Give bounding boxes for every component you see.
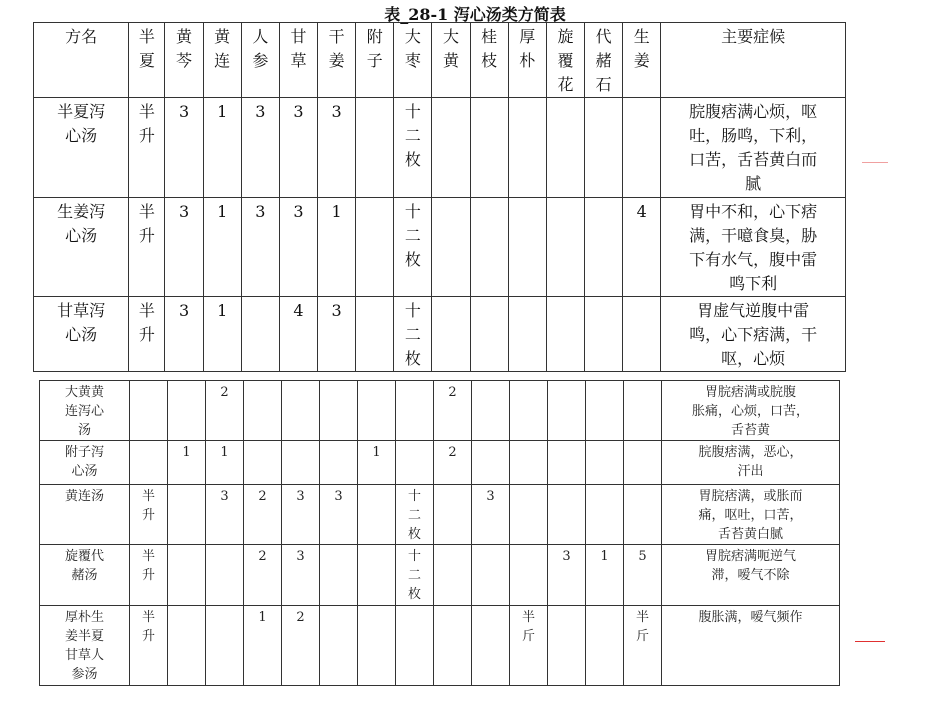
dose-cell: 2 [434, 441, 472, 485]
formula-name-cell: 甘草泻 心汤 [34, 297, 129, 372]
dose-cell [472, 381, 510, 441]
formula-table-bottom [39, 380, 840, 686]
dose-cell [508, 297, 546, 372]
header-herb-11: 厚 朴 [508, 23, 546, 98]
dose-cell [358, 381, 396, 441]
dose-cell [586, 485, 624, 545]
dose-cell [586, 381, 624, 441]
dose-cell: 3 [206, 485, 244, 545]
dose-cell [356, 98, 394, 198]
header-herb-2: 黄 芩 [165, 23, 203, 98]
table-row [34, 98, 846, 198]
dose-cell: 1 [206, 441, 244, 485]
dose-cell [396, 441, 434, 485]
dose-cell [548, 381, 586, 441]
dose-cell [548, 441, 586, 485]
dose-cell: 十 二 枚 [394, 297, 432, 372]
symptoms-cell: 胃脘痞满呃逆气 滞，嗳气不除 [662, 545, 840, 606]
dose-cell: 3 [165, 297, 203, 372]
dose-cell: 3 [318, 297, 356, 372]
header-herb-9: 大 黄 [432, 23, 470, 98]
dose-cell [356, 297, 394, 372]
dose-cell: 十 二 枚 [396, 545, 434, 606]
dose-cell [585, 297, 623, 372]
dose-cell [623, 297, 661, 372]
formula-name-cell: 半夏泻 心汤 [34, 98, 129, 198]
dose-cell [358, 485, 396, 545]
dose-cell: 2 [244, 485, 282, 545]
dose-cell: 5 [624, 545, 662, 606]
dose-cell [546, 98, 584, 198]
dose-cell: 1 [244, 606, 282, 686]
symptoms-cell: 胃脘痞满，或胀而 痛，呕吐，口苦， 舌苔黄白腻 [662, 485, 840, 545]
dose-cell [510, 441, 548, 485]
dose-cell [241, 297, 279, 372]
dose-cell [358, 606, 396, 686]
formula-name-cell: 黄连汤 [40, 485, 130, 545]
dose-cell [472, 545, 510, 606]
header-symptoms-cell: 主要症候 [661, 23, 846, 98]
table-row [34, 297, 846, 372]
dose-cell [356, 198, 394, 297]
dose-cell [282, 381, 320, 441]
dose-cell [432, 198, 470, 297]
dose-cell [130, 381, 168, 441]
table-row [40, 545, 840, 606]
dose-cell: 半 升 [129, 198, 165, 297]
symptoms-cell: 脘腹痞满，恶心， 汗出 [662, 441, 840, 485]
dose-cell [510, 545, 548, 606]
dose-cell: 3 [279, 198, 317, 297]
dose-cell [508, 198, 546, 297]
dose-cell: 1 [203, 297, 241, 372]
dose-cell: 十 二 枚 [394, 98, 432, 198]
dose-cell [358, 545, 396, 606]
dose-cell [470, 198, 508, 297]
dose-cell: 1 [203, 98, 241, 198]
dose-cell [548, 485, 586, 545]
header-herb-12: 旋 覆 花 [546, 23, 584, 98]
formula-name-cell: 大黄黄 连泻心 汤 [40, 381, 130, 441]
dose-cell [320, 606, 358, 686]
table-title: 表_28-1 泻心汤类方简表 [384, 5, 566, 24]
header-name-cell: 方名 [34, 23, 129, 98]
dose-cell [434, 545, 472, 606]
dose-cell [624, 381, 662, 441]
dose-cell: 4 [623, 198, 661, 297]
dose-cell: 半 升 [130, 485, 168, 545]
header-herb-10: 桂 枝 [470, 23, 508, 98]
dose-cell [206, 606, 244, 686]
dose-cell: 3 [282, 485, 320, 545]
table-row [40, 381, 840, 441]
dose-cell [168, 606, 206, 686]
dose-cell [168, 381, 206, 441]
dose-cell: 3 [282, 545, 320, 606]
dose-cell [434, 606, 472, 686]
header-herb-1: 半 夏 [129, 23, 165, 98]
dose-cell [130, 441, 168, 485]
dose-cell: 半 斤 [624, 606, 662, 686]
dose-cell [432, 297, 470, 372]
dose-cell [586, 441, 624, 485]
dose-cell: 1 [586, 545, 624, 606]
dose-cell [548, 606, 586, 686]
dose-cell [472, 606, 510, 686]
dose-cell [244, 441, 282, 485]
dose-cell [320, 441, 358, 485]
symptoms-cell: 胃脘痞满或脘腹 胀痛，心烦，口苦， 舌苔黄 [662, 381, 840, 441]
dose-cell [546, 297, 584, 372]
dose-cell [396, 606, 434, 686]
symptoms-cell: 胃虚气逆腹中雷 鸣，心下痞满，干 呕，心烦 [661, 297, 846, 372]
dose-cell: 半 升 [130, 545, 168, 606]
dose-cell [320, 381, 358, 441]
dose-cell [510, 381, 548, 441]
dose-cell: 1 [203, 198, 241, 297]
formula-name-cell: 旋覆代 赭汤 [40, 545, 130, 606]
table-row [40, 485, 840, 545]
dose-cell: 半 升 [129, 98, 165, 198]
dose-cell [624, 485, 662, 545]
margin-marker-1 [862, 162, 888, 163]
dose-cell: 3 [241, 98, 279, 198]
header-herb-14: 生 姜 [623, 23, 661, 98]
table-row [40, 606, 840, 686]
dose-cell: 3 [241, 198, 279, 297]
formula-name-cell: 附子泻 心汤 [40, 441, 130, 485]
header-herb-7: 附 子 [356, 23, 394, 98]
dose-cell [585, 98, 623, 198]
dose-cell [470, 98, 508, 198]
symptoms-cell: 腹胀满，嗳气频作 [662, 606, 840, 686]
dose-cell: 2 [244, 545, 282, 606]
dose-cell: 1 [318, 198, 356, 297]
dose-cell [320, 545, 358, 606]
dose-cell [472, 441, 510, 485]
dose-cell [624, 441, 662, 485]
dose-cell [434, 485, 472, 545]
dose-cell [470, 297, 508, 372]
header-herb-6: 干 姜 [318, 23, 356, 98]
table-row [34, 198, 846, 297]
dose-cell: 4 [279, 297, 317, 372]
dose-cell: 1 [358, 441, 396, 485]
dose-cell: 半 升 [129, 297, 165, 372]
header-herb-5: 甘 草 [279, 23, 317, 98]
symptoms-cell: 胃中不和，心下痞 满，干噫食臭，胁 下有水气，腹中雷 鸣下利 [661, 198, 846, 297]
header-herb-3: 黄 连 [203, 23, 241, 98]
dose-cell [244, 381, 282, 441]
header-herb-8: 大 枣 [394, 23, 432, 98]
formula-table-top [33, 22, 846, 372]
dose-cell: 3 [318, 98, 356, 198]
dose-cell [508, 98, 546, 198]
table-row [40, 441, 840, 485]
dose-cell: 3 [165, 198, 203, 297]
dose-cell: 3 [472, 485, 510, 545]
dose-cell [206, 545, 244, 606]
dose-cell: 3 [548, 545, 586, 606]
dose-cell [282, 441, 320, 485]
dose-cell [396, 381, 434, 441]
dose-cell [168, 545, 206, 606]
dose-cell: 3 [165, 98, 203, 198]
dose-cell [586, 606, 624, 686]
header-row [34, 23, 846, 98]
dose-cell: 2 [206, 381, 244, 441]
margin-marker-2 [855, 641, 885, 642]
header-herb-13: 代 赭 石 [585, 23, 623, 98]
dose-cell [546, 198, 584, 297]
dose-cell [585, 198, 623, 297]
formula-name-cell: 生姜泻 心汤 [34, 198, 129, 297]
symptoms-cell: 脘腹痞满心烦，呕 吐，肠鸣，下利， 口苦，舌苔黄白而 腻 [661, 98, 846, 198]
dose-cell [623, 98, 661, 198]
dose-cell: 3 [320, 485, 358, 545]
dose-cell [168, 485, 206, 545]
dose-cell [510, 485, 548, 545]
dose-cell: 2 [282, 606, 320, 686]
dose-cell [432, 98, 470, 198]
dose-cell: 3 [279, 98, 317, 198]
dose-cell: 1 [168, 441, 206, 485]
dose-cell: 十 二 枚 [396, 485, 434, 545]
dose-cell: 半 升 [130, 606, 168, 686]
formula-name-cell: 厚朴生 姜半夏 甘草人 参汤 [40, 606, 130, 686]
header-herb-4: 人 参 [241, 23, 279, 98]
dose-cell: 2 [434, 381, 472, 441]
dose-cell: 半 斤 [510, 606, 548, 686]
dose-cell: 十 二 枚 [394, 198, 432, 297]
